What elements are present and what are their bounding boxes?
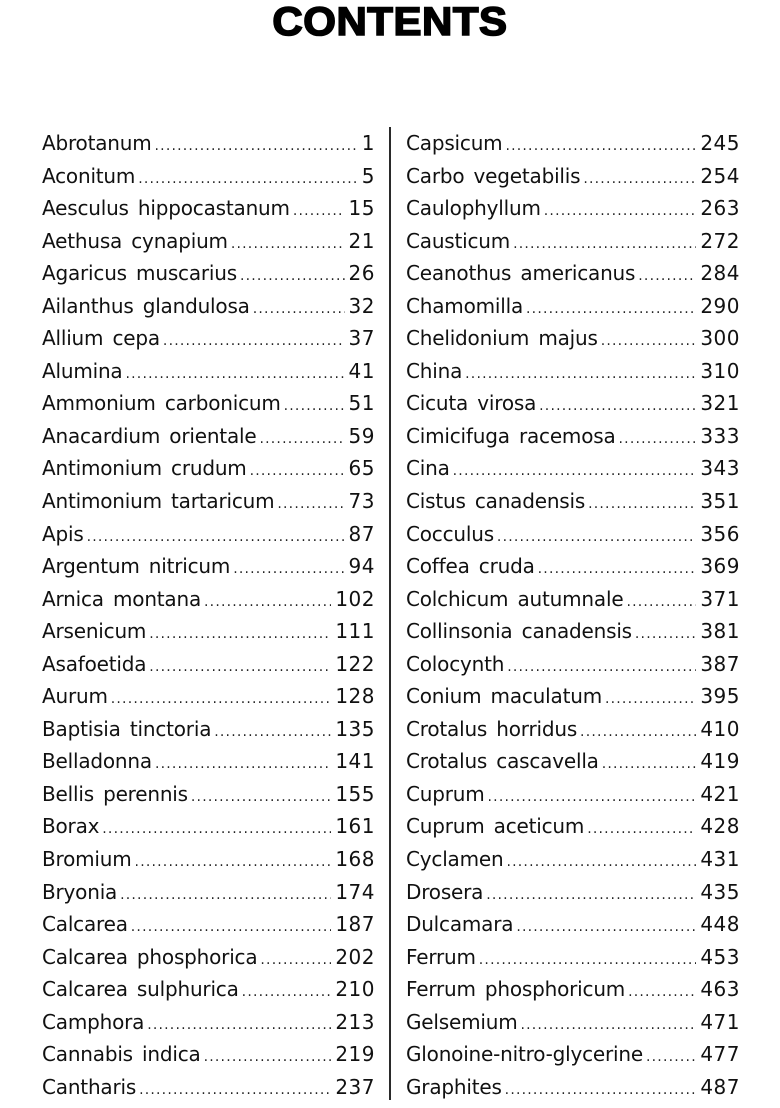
toc-entry-page-number: 210 (335, 977, 375, 1002)
toc-entry-page-number: 471 (700, 1009, 740, 1034)
toc-entry-title: Ferrum (406, 944, 476, 969)
toc-entry[interactable] (42, 290, 375, 323)
toc-entry-page-number: 477 (700, 1042, 740, 1067)
dot-leader (87, 521, 345, 554)
toc-entry[interactable] (406, 387, 740, 420)
toc-entry-page-number: 15 (348, 196, 375, 221)
toc-entry[interactable] (42, 810, 375, 843)
toc-entry[interactable] (42, 225, 375, 258)
dot-leader (240, 260, 345, 293)
toc-entry[interactable] (406, 257, 740, 290)
toc-entry[interactable] (406, 452, 740, 485)
toc-entry-title: Asafoetida (42, 651, 147, 676)
toc-entry-page-number: 310 (700, 358, 740, 383)
toc-entry-page-number: 300 (700, 326, 740, 351)
dot-leader (242, 976, 332, 1009)
toc-entry[interactable] (42, 745, 375, 778)
toc-entry[interactable] (406, 583, 740, 616)
toc-entry-title: Caulophyllum (406, 196, 541, 221)
toc-entry-title: Aethusa cynapium (42, 228, 228, 253)
toc-entry-title: Ceanothus americanus (406, 261, 636, 286)
dot-leader (214, 716, 331, 749)
toc-entry-page-number: 102 (335, 586, 375, 611)
toc-entry-title: Arnica montana (42, 586, 202, 611)
toc-entry-title: Apis (42, 521, 84, 546)
dot-leader (147, 1009, 331, 1042)
toc-entry[interactable] (42, 876, 375, 909)
toc-entry-page-number: 161 (335, 814, 375, 839)
toc-entry-title: Chamomilla (406, 293, 524, 318)
dot-leader (583, 163, 696, 196)
dot-leader (497, 521, 696, 554)
dot-leader (135, 846, 332, 879)
toc-entry[interactable] (42, 355, 375, 388)
toc-entry-page-number: 213 (335, 1009, 375, 1034)
toc-entry-title: Agaricus muscarius (42, 261, 237, 286)
toc-entry-title: Calcarea (42, 912, 128, 937)
toc-entry-title: Allium cepa (42, 326, 160, 351)
toc-entry[interactable] (406, 127, 740, 160)
toc-entry[interactable] (42, 192, 375, 225)
toc-entry-title: Colocynth (406, 651, 505, 676)
dot-leader (635, 618, 696, 651)
dot-leader (488, 781, 697, 814)
toc-entry-page-number: 419 (700, 749, 740, 774)
toc-entry[interactable] (406, 941, 740, 974)
toc-entry[interactable] (406, 843, 740, 876)
toc-entry[interactable] (42, 680, 375, 713)
toc-entry-title: Dulcamara (406, 912, 514, 937)
dot-leader (453, 455, 697, 488)
toc-entry-title: Bellis perennis (42, 781, 188, 806)
toc-entry-title: Cicuta virosa (406, 391, 537, 416)
dot-leader (513, 228, 696, 261)
toc-entry-page-number: 410 (700, 716, 740, 741)
toc-entry-page-number: 435 (700, 879, 740, 904)
toc-entry-title: Cina (406, 456, 450, 481)
toc-entry-page-number: 122 (335, 651, 375, 676)
toc-entry-title: Collinsonia canadensis (406, 619, 632, 644)
toc-entry[interactable] (42, 322, 375, 355)
toc-entry-page-number: 26 (348, 261, 375, 286)
toc-entry-page-number: 37 (348, 326, 375, 351)
toc-entry-page-number: 395 (700, 684, 740, 709)
toc-entry-title: Aurum (42, 684, 108, 709)
dot-leader (605, 683, 696, 716)
toc-entry[interactable] (406, 420, 740, 453)
toc-entry-page-number: 59 (348, 423, 375, 448)
toc-entry[interactable] (42, 550, 375, 583)
dot-leader (149, 651, 331, 684)
dot-leader (277, 488, 344, 521)
toc-entry-title: Cistus canadensis (406, 489, 586, 514)
dot-leader (520, 1009, 696, 1042)
dot-leader (646, 1041, 696, 1074)
dot-leader (120, 879, 331, 912)
dot-leader (539, 390, 696, 423)
toc-entry-title: Antimonium tartaricum (42, 489, 275, 514)
toc-entry[interactable] (406, 1071, 740, 1104)
toc-entry[interactable] (42, 1006, 375, 1039)
toc-entry-page-number: 448 (700, 912, 740, 937)
toc-entry[interactable] (42, 583, 375, 616)
toc-entry-page-number: 155 (335, 781, 375, 806)
toc-entry[interactable] (406, 713, 740, 746)
dot-leader (260, 944, 331, 977)
toc-entry[interactable] (42, 518, 375, 551)
toc-entry-title: Conium maculatum (406, 684, 602, 709)
dot-leader (111, 683, 332, 716)
dot-leader (259, 423, 344, 456)
toc-entry-page-number: 343 (700, 456, 740, 481)
toc-entry[interactable] (42, 778, 375, 811)
dot-leader (626, 586, 696, 619)
dot-leader (131, 911, 332, 944)
toc-entry-title: Causticum (406, 228, 511, 253)
dot-leader (163, 325, 345, 358)
toc-entry[interactable] (42, 713, 375, 746)
toc-entry[interactable] (42, 908, 375, 941)
dot-leader (526, 293, 696, 326)
toc-entry-title: Aesculus hippocastanum (42, 196, 290, 221)
dot-leader (601, 325, 697, 358)
toc-entry-title: Alumina (42, 358, 123, 383)
toc-entry-page-number: 87 (348, 521, 375, 546)
toc-entry-title: Baptisia tinctoria (42, 716, 212, 741)
toc-entry-title: Ferrum phosphoricum (406, 977, 626, 1002)
toc-entry-page-number: 321 (700, 391, 740, 416)
dot-leader (588, 488, 696, 521)
dot-leader (602, 748, 697, 781)
toc-entry-page-number: 135 (335, 716, 375, 741)
dot-leader (250, 455, 345, 488)
toc-entry-title: China (406, 358, 463, 383)
toc-entry-title: Aconitum (42, 163, 136, 188)
dot-leader (505, 1074, 697, 1107)
toc-entry-page-number: 21 (348, 228, 375, 253)
toc-entry-title: Cannabis indica (42, 1042, 201, 1067)
toc-entry-title: Anacardium orientale (42, 423, 257, 448)
dot-leader (628, 976, 696, 1009)
toc-entry-page-number: 187 (335, 912, 375, 937)
toc-entry[interactable] (42, 615, 375, 648)
toc-entry[interactable] (42, 973, 375, 1006)
toc-entry-title: Antimonium crudum (42, 456, 247, 481)
toc-entry-page-number: 333 (700, 423, 740, 448)
toc-entry[interactable] (42, 941, 375, 974)
toc-entry[interactable] (406, 192, 740, 225)
toc-entry-page-number: 73 (348, 489, 375, 514)
toc-entry[interactable] (406, 680, 740, 713)
page-title: CONTENTS (272, 0, 508, 44)
toc-entry-title: Borax (42, 814, 100, 839)
table-of-contents (0, 127, 780, 1107)
toc-entry-page-number: 168 (335, 847, 375, 872)
toc-entry-title: Cyclamen (406, 847, 504, 872)
toc-entry-title: Colchicum autumnale (406, 586, 624, 611)
toc-entry-title: Arsenicum (42, 619, 147, 644)
toc-entry-title: Cuprum (406, 781, 485, 806)
toc-entry-page-number: 1 (361, 131, 375, 155)
toc-column-right (406, 127, 740, 1103)
dot-leader (619, 423, 697, 456)
toc-entry[interactable] (406, 160, 740, 193)
toc-entry-page-number: 51 (348, 391, 375, 416)
toc-entry-title: Capsicum (406, 131, 503, 155)
toc-entry-title: Chelidonium majus (406, 326, 598, 351)
toc-entry-title: Calcarea phosphorica (42, 944, 258, 969)
toc-column-left (42, 127, 375, 1103)
toc-entry-title: Glonoine-nitro-glycerine (406, 1042, 643, 1067)
toc-entry-title: Ammonium carbonicum (42, 391, 281, 416)
dot-leader (538, 553, 697, 586)
toc-entry[interactable] (406, 322, 740, 355)
toc-entry[interactable] (42, 127, 375, 160)
toc-entry-page-number: 351 (700, 489, 740, 514)
toc-entry-title: Gelsemium (406, 1009, 518, 1034)
toc-entry-title: Cuprum aceticum (406, 814, 585, 839)
toc-entry-page-number: 263 (700, 196, 740, 221)
toc-entry[interactable] (406, 648, 740, 681)
toc-entry-title: Crotalus horridus (406, 716, 578, 741)
toc-entry[interactable] (406, 485, 740, 518)
toc-entry-page-number: 94 (348, 554, 375, 579)
toc-entry-page-number: 32 (348, 293, 375, 318)
toc-entry-page-number: 65 (348, 456, 375, 481)
toc-entry-title: Drosera (406, 879, 484, 904)
toc-entry-page-number: 174 (335, 879, 375, 904)
toc-entry-title: Camphora (42, 1009, 145, 1034)
toc-entry-title: Belladonna (42, 749, 152, 774)
toc-entry[interactable] (406, 355, 740, 388)
dot-leader (479, 944, 697, 977)
toc-entry-title: Coffea cruda (406, 554, 535, 579)
toc-entry-page-number: 219 (335, 1042, 375, 1067)
dot-leader (231, 228, 345, 261)
toc-entry[interactable] (42, 485, 375, 518)
dot-leader (102, 813, 331, 846)
toc-entry-title: Abrotanum (42, 131, 152, 155)
toc-entry[interactable] (42, 452, 375, 485)
dot-leader (580, 716, 696, 749)
toc-entry[interactable] (42, 1071, 375, 1104)
dot-leader (149, 618, 331, 651)
toc-entry-page-number: 245 (700, 131, 740, 155)
dot-leader (587, 813, 696, 846)
toc-entry[interactable] (42, 1038, 375, 1071)
toc-entry-page-number: 5 (361, 163, 375, 188)
toc-entry[interactable] (42, 648, 375, 681)
dot-leader (138, 163, 358, 196)
toc-entry-page-number: 421 (700, 781, 740, 806)
toc-entry[interactable] (42, 160, 375, 193)
toc-entry-page-number: 369 (700, 554, 740, 579)
dot-leader (204, 1041, 332, 1074)
toc-entry-page-number: 428 (700, 814, 740, 839)
dot-leader (506, 846, 696, 879)
toc-entry-title: Carbo vegetabilis (406, 163, 581, 188)
toc-entry-title: Crotalus cascavella (406, 749, 599, 774)
dot-leader (204, 586, 331, 619)
dot-leader (139, 1074, 331, 1107)
dot-leader (505, 130, 696, 163)
toc-entry[interactable] (406, 908, 740, 941)
toc-entry[interactable] (42, 387, 375, 420)
toc-entry[interactable] (42, 420, 375, 453)
toc-entry-title: Argentum nitricum (42, 554, 231, 579)
dot-leader (544, 195, 697, 228)
toc-entry-page-number: 487 (700, 1074, 740, 1099)
toc-entry[interactable] (406, 518, 740, 551)
toc-entry-title: Ailanthus glandulosa (42, 293, 250, 318)
toc-entry[interactable] (406, 810, 740, 843)
toc-entry[interactable] (406, 876, 740, 909)
toc-entry-page-number: 111 (335, 619, 375, 644)
dot-leader (486, 879, 696, 912)
toc-entry[interactable] (406, 550, 740, 583)
dot-leader (638, 260, 696, 293)
dot-leader (284, 390, 345, 423)
dot-leader (293, 195, 345, 228)
toc-entry-page-number: 463 (700, 977, 740, 1002)
toc-entry[interactable] (406, 290, 740, 323)
toc-entry-title: Calcarea sulphurica (42, 977, 239, 1002)
toc-entry-title: Cantharis (42, 1074, 137, 1099)
toc-entry[interactable] (406, 1038, 740, 1071)
toc-entry-page-number: 128 (335, 684, 375, 709)
toc-entry-page-number: 290 (700, 293, 740, 318)
toc-entry-page-number: 387 (700, 651, 740, 676)
toc-entry-title: Cocculus (406, 521, 494, 546)
toc-entry[interactable] (42, 843, 375, 876)
toc-entry[interactable] (406, 973, 740, 1006)
toc-entry-page-number: 202 (335, 944, 375, 969)
toc-entry[interactable] (406, 745, 740, 778)
toc-entry[interactable] (406, 225, 740, 258)
dot-leader (191, 781, 331, 814)
toc-entry-page-number: 381 (700, 619, 740, 644)
toc-entry[interactable] (406, 1006, 740, 1039)
dot-leader (126, 358, 345, 391)
dot-leader (233, 553, 344, 586)
toc-entry-page-number: 272 (700, 228, 740, 253)
toc-entry-title: Bryonia (42, 879, 118, 904)
toc-entry-page-number: 237 (335, 1074, 375, 1099)
column-divider (389, 127, 391, 1100)
toc-entry-page-number: 284 (700, 261, 740, 286)
toc-entry-page-number: 431 (700, 847, 740, 872)
dot-leader (516, 911, 696, 944)
toc-entry-page-number: 41 (348, 358, 375, 383)
dot-leader (507, 651, 696, 684)
toc-entry-title: Cimicifuga racemosa (406, 423, 616, 448)
toc-entry-page-number: 453 (700, 944, 740, 969)
toc-entry-title: Graphites (406, 1074, 502, 1099)
toc-entry-page-number: 356 (700, 521, 740, 546)
dot-leader (253, 293, 345, 326)
dot-leader (155, 748, 331, 781)
toc-entry-title: Bromium (42, 847, 132, 872)
dot-leader (155, 130, 358, 163)
toc-entry-page-number: 254 (700, 163, 740, 188)
toc-entry-page-number: 371 (700, 586, 740, 611)
toc-entry[interactable] (406, 615, 740, 648)
dot-leader (465, 358, 696, 391)
toc-entry[interactable] (406, 778, 740, 811)
toc-entry-page-number: 141 (335, 749, 375, 774)
toc-entry[interactable] (42, 257, 375, 290)
